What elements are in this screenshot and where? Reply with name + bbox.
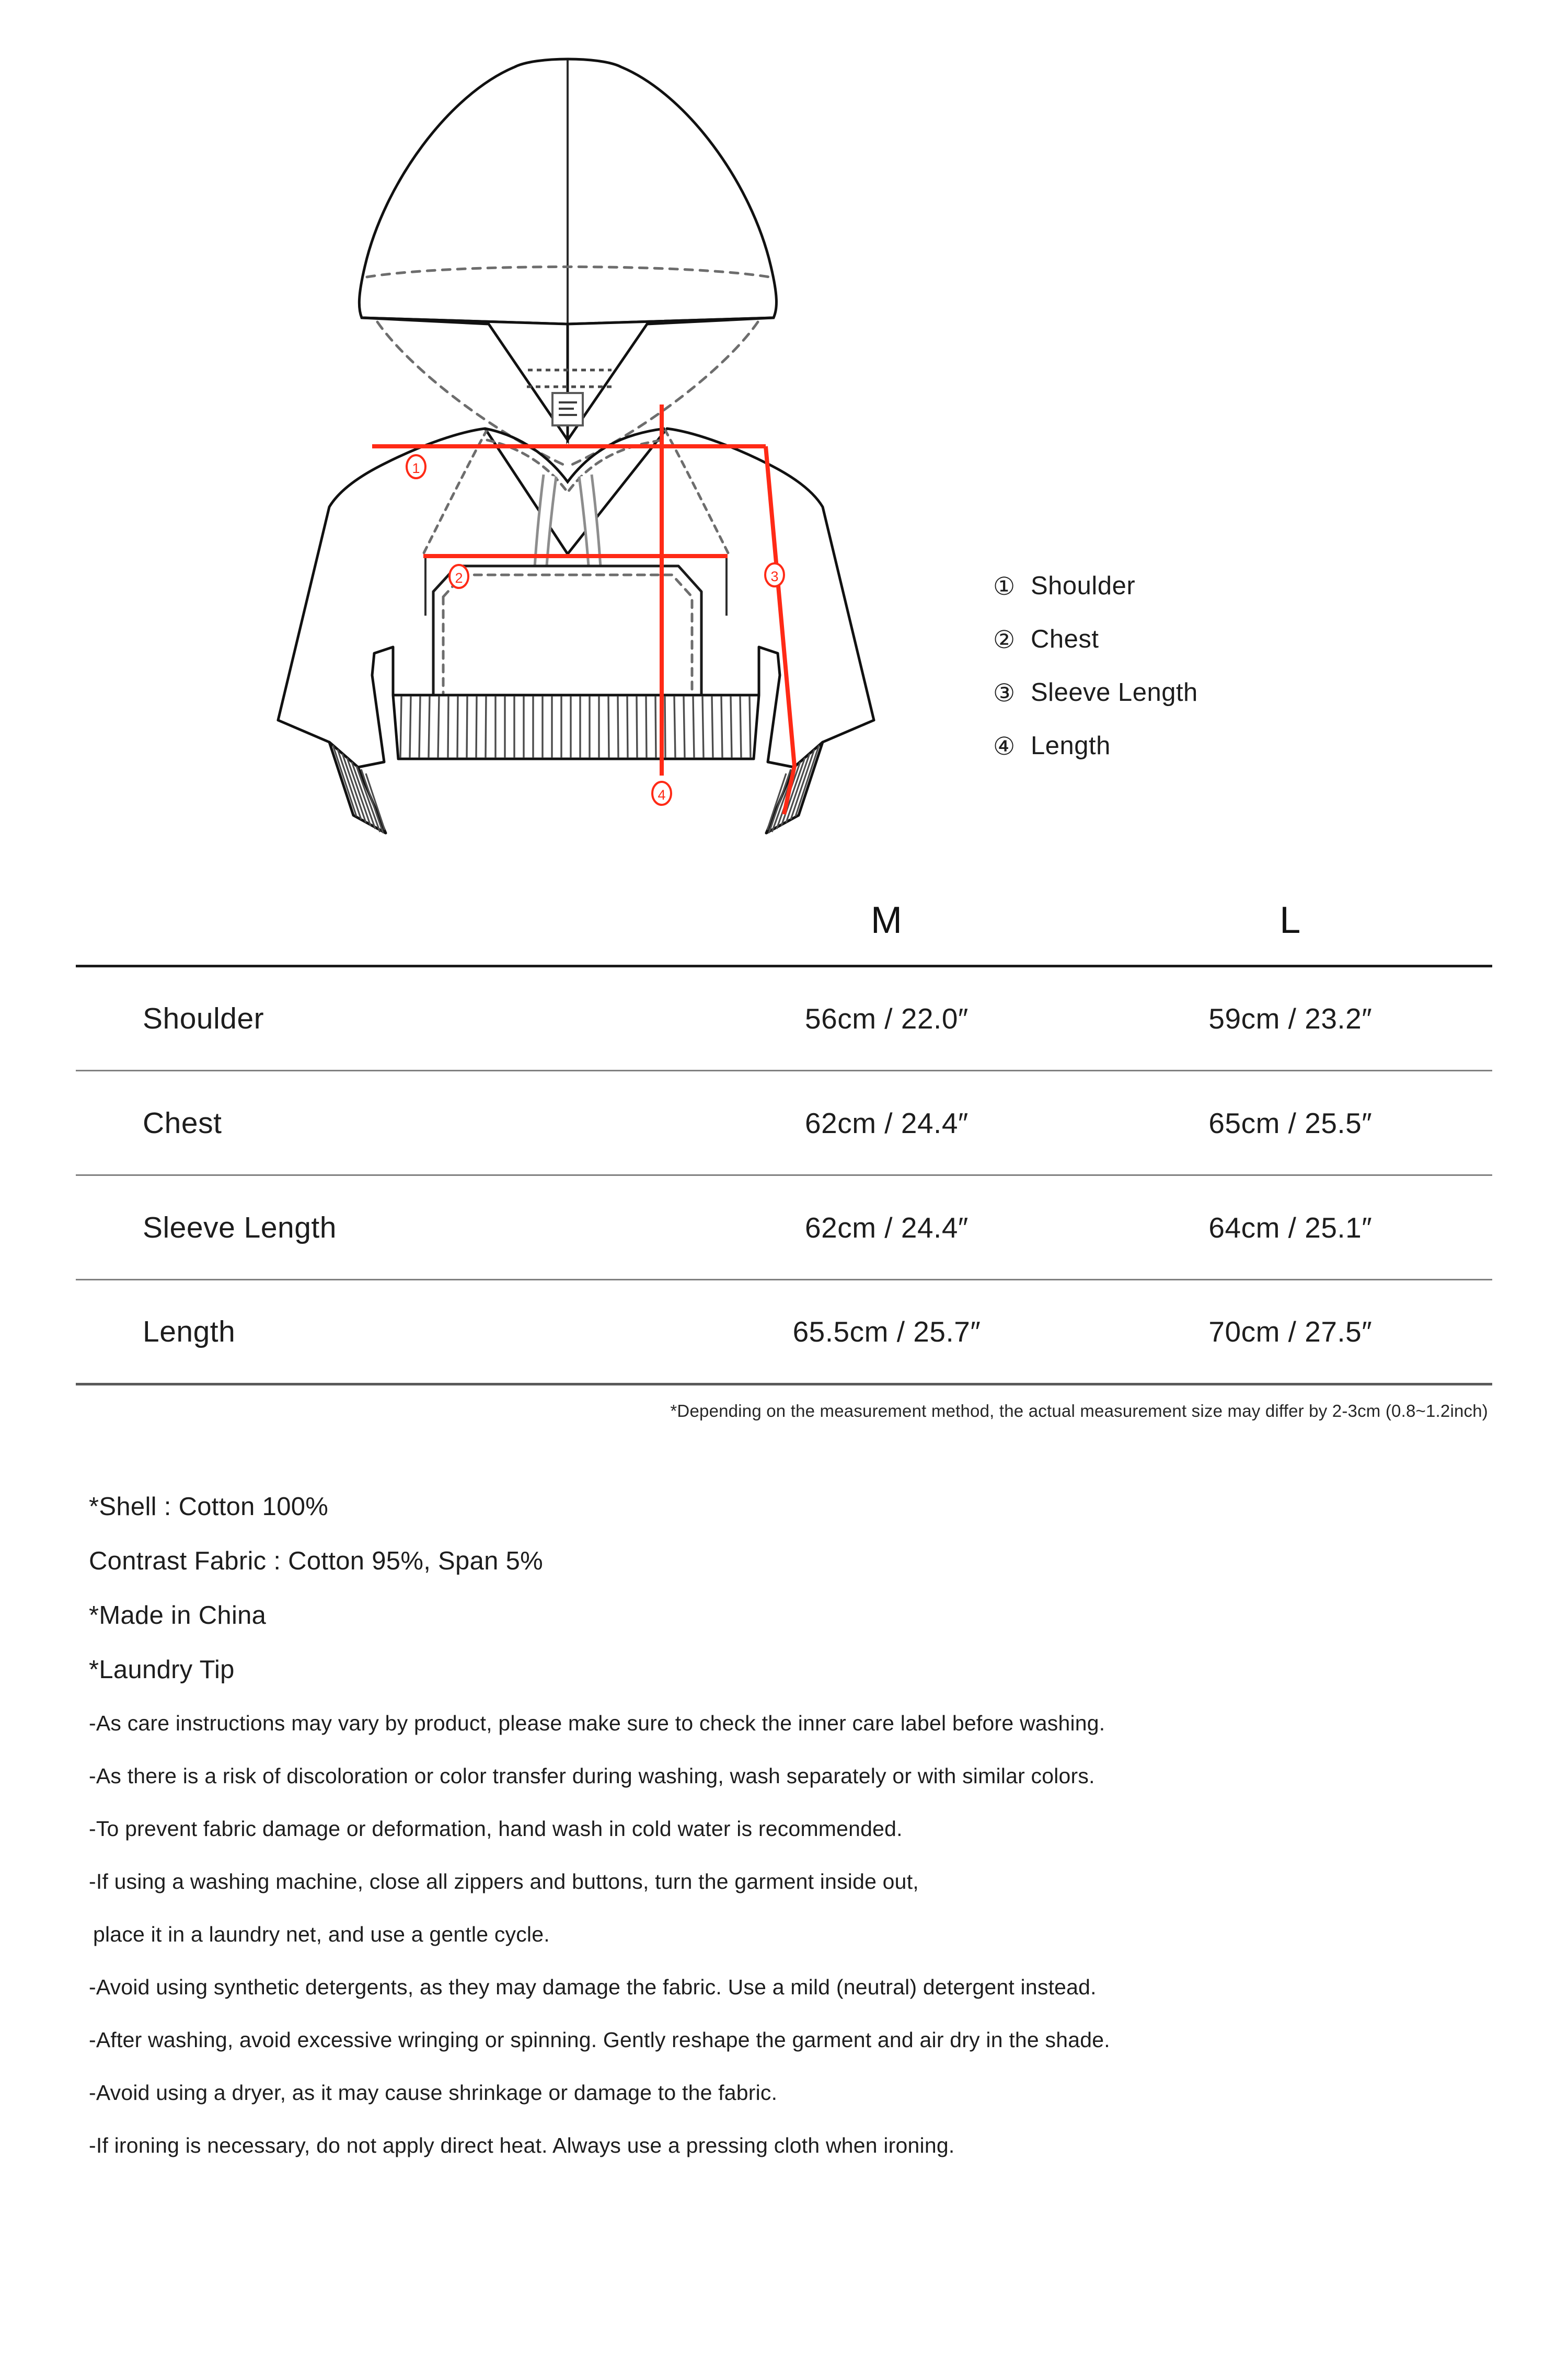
table-row	[76, 1175, 1492, 1280]
table-row	[76, 1280, 1492, 1384]
info-contrast-fabric: Contrast Fabric : Cotton 95%, Span 5%	[89, 1547, 544, 1575]
row-chest-value-m: 62cm / 24.4″	[805, 1106, 969, 1139]
legend-number-3: ③	[993, 678, 1016, 707]
measure-marker-3	[765, 563, 784, 586]
care-line-hand-wash-cold: -To prevent fabric damage or deformation, hand wash in cold water is recommended.	[89, 1817, 903, 1841]
info-country-of-origin: *Made in China	[89, 1601, 267, 1630]
legend-number-2: ②	[993, 625, 1016, 653]
size-table	[76, 899, 1492, 1385]
header-size-m: M	[870, 899, 903, 941]
hoodie-technical-drawing	[251, 31, 889, 868]
care-line-no-dryer: -Avoid using a dryer, as it may cause shrinkage or damage to the fabric.	[89, 2081, 778, 2105]
row-sleeve-length-value-m: 62cm / 24.4″	[805, 1211, 969, 1244]
care-line-air-dry-shade: -After washing, avoid excessive wringing or spinning. Gently reshape the garment and air dry in the shade.	[89, 2028, 1110, 2052]
legend-item-length	[993, 719, 1411, 772]
measure-marker-4	[652, 782, 671, 805]
care-line-wash-separately: -As there is a risk of discoloration or color transfer during washing, wash separately or with similar colors.	[89, 1764, 1095, 1788]
row-chest-value-l: 65cm / 25.5″	[1208, 1106, 1373, 1139]
table-row	[76, 966, 1492, 1071]
legend-item-shoulder	[993, 559, 1411, 613]
measure-marker-2	[449, 565, 468, 588]
legend-label-sleeve-length: Sleeve Length	[1031, 678, 1198, 707]
row-label-chest: Chest	[143, 1106, 222, 1140]
row-sleeve-length-value-l: 64cm / 25.1″	[1208, 1211, 1373, 1244]
row-label-length: Length	[143, 1315, 236, 1348]
laundry-tip-heading: *Laundry Tip	[89, 1656, 235, 1684]
header-measure-blank	[76, 899, 685, 966]
hem-rib-group	[393, 695, 759, 759]
measurement-tolerance-note: *Depending on the measurement method, the actual measurement size may differ by 2-3cm (0.8~1.2inch)	[670, 1401, 1488, 1420]
row-shoulder-value-l: 59cm / 23.2″	[1208, 1002, 1373, 1035]
marker-4-number: 4	[658, 787, 666, 803]
marker-1-number: 1	[412, 460, 420, 476]
product-info-zone	[0, 1421, 1568, 2172]
legend-label-length: Length	[1031, 732, 1111, 760]
care-line-neutral-detergent: -Avoid using synthetic detergents, as they may damage the fabric. Use a mild (neutral) detergent instead.	[89, 1975, 1097, 1999]
table-row	[76, 1071, 1492, 1175]
row-length-value-m: 65.5cm / 25.7″	[792, 1315, 981, 1348]
legend-item-sleeve-length	[993, 666, 1411, 719]
marker-2-number: 2	[455, 570, 463, 586]
care-line-check-label: -As care instructions may vary by product, please make sure to check the inner care label before washing.	[89, 1711, 1105, 1735]
row-label-shoulder: Shoulder	[143, 1002, 264, 1035]
size-table-head	[76, 899, 1492, 966]
hood-inner-left-panel	[362, 318, 568, 440]
care-line-machine-wash-inside-out: -If using a washing machine, close all zippers and buttons, turn the garment inside out,	[89, 1869, 919, 1893]
care-line-laundry-net-gentle-cycle: place it in a laundry net, and use a gentle cycle.	[93, 1922, 550, 1946]
illustration-zone	[0, 0, 1568, 899]
row-shoulder-value-m: 56cm / 22.0″	[805, 1002, 969, 1035]
legend-item-chest	[993, 613, 1411, 666]
hood-inner-right-panel	[568, 318, 774, 440]
care-line-ironing: -If ironing is necessary, do not apply direct heat. Always use a pressing cloth when ironing.	[89, 2133, 955, 2157]
legend-number-4: ④	[993, 732, 1016, 760]
size-table-zone	[0, 899, 1568, 1421]
header-size-l: L	[1279, 899, 1301, 941]
size-table-body	[76, 966, 1492, 1384]
legend-label-chest: Chest	[1031, 625, 1099, 653]
measurement-legend	[993, 559, 1411, 772]
row-label-sleeve-length: Sleeve Length	[143, 1210, 337, 1244]
hoodie-flat-sketch-svg	[251, 31, 889, 868]
legend-label-shoulder: Shoulder	[1031, 572, 1136, 600]
marker-3-number: 3	[770, 569, 779, 584]
size-table-header-row	[76, 899, 1492, 966]
row-length-value-l: 70cm / 27.5″	[1208, 1315, 1373, 1348]
legend-number-1: ①	[993, 572, 1016, 600]
measure-marker-1	[407, 455, 425, 478]
info-shell-composition: *Shell : Cotton 100%	[89, 1493, 329, 1521]
